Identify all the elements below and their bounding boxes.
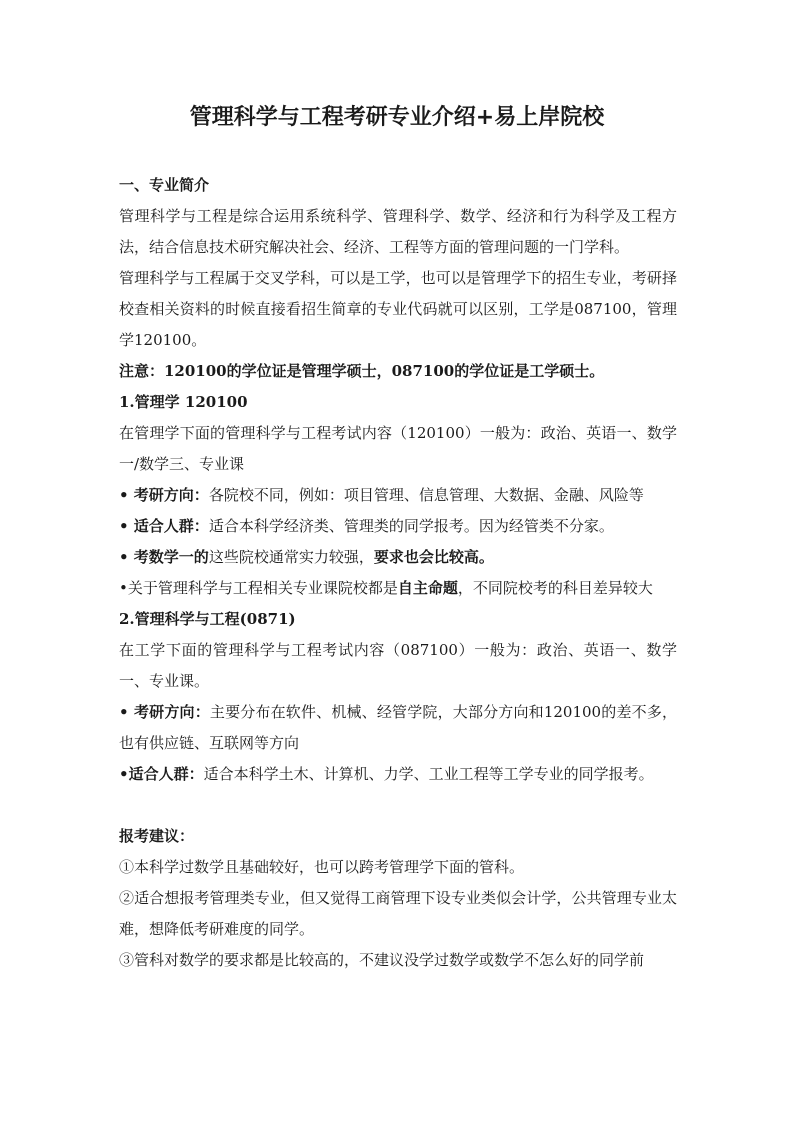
mgmt-audience xyxy=(119,511,677,542)
advice-item-2: ②适合想报考管理类专业，但又觉得工商管理下设专业类似会计学，公共管理专业太难，想降低考研难度的同学。 xyxy=(119,889,677,938)
eng-direction-label: • 考研方向： xyxy=(119,703,210,721)
mgmt-prof xyxy=(119,573,677,604)
mgmt-audience-text: 适合本科学经济类、管理类的同学报考。因为经管类不分家。 xyxy=(208,517,614,535)
mgmt-prof-bold: 自主命题 xyxy=(397,579,458,597)
eng-heading: 2.管理科学与工程(0871) xyxy=(119,610,296,628)
mgmt-direction-text: 各院校不同，例如：项目管理、信息管理、大数据、金融、风险等 xyxy=(208,486,644,504)
eng-direction xyxy=(119,697,677,759)
eng-intro: 在工学下面的管理科学与工程考试内容（087100）一般为：政治、英语一、数学一、专业课。 xyxy=(119,641,677,690)
eng-audience-label: •适合人群： xyxy=(119,765,204,783)
mgmt-direction xyxy=(119,480,677,511)
mgmt-direction-label: • 考研方向： xyxy=(119,486,209,504)
blank-line xyxy=(119,790,677,821)
eng-audience-text: 适合本科学土木、计算机、力学、工业工程等工学专业的同学报考。 xyxy=(203,765,654,783)
eng-audience xyxy=(119,759,677,790)
intro-paragraph-1: 管理科学与工程是综合运用系统科学、管理科学、数学、经济和行为科学及工程方法，结合信息技术研究解决社会、经济、工程等方面的管理问题的一门学科。 xyxy=(119,207,677,256)
mgmt-math-bold: 要求也会比较高。 xyxy=(373,548,494,566)
mgmt-math-label: • 考数学一的 xyxy=(119,548,209,566)
eng-direction-text: 主要分布在软件、机械、经管学院，大部分方向和120100的差不多，也有供应链、互联网等方向 xyxy=(119,703,677,752)
mgmt-intro: 在管理学下面的管理科学与工程考试内容（120100）一般为：政治、英语一、数学一/数学三、专业课 xyxy=(119,424,677,473)
advice-item-3: ③管科对数学的要求都是比较高的，不建议没学过数学或数学不怎么好的同学前 xyxy=(119,951,645,969)
mgmt-prof-post: ，不同院校考的科目差异较大 xyxy=(457,579,653,597)
mgmt-math xyxy=(119,542,677,573)
advice-heading: 报考建议： xyxy=(119,827,195,845)
document-title: 管理科学与工程考研专业介绍+易上岸院校 xyxy=(189,105,605,130)
mgmt-heading: 1.管理学 120100 xyxy=(119,393,248,411)
mgmt-prof-pre: •关于管理科学与工程相关专业课院校都是 xyxy=(119,579,398,597)
mgmt-math-mid: 这些院校通常实力较强， xyxy=(208,548,374,566)
intro-paragraph-2: 管理科学与工程属于交叉学科，可以是工学，也可以是管理学下的招生专业，考研择校查相关资料的时候直接看招生简章的专业代码就可以区别，工学是087100，管理学120100。 xyxy=(119,269,677,349)
advice-item-1: ①本科学过数学且基础较好，也可以跨考管理学下面的管科。 xyxy=(119,858,525,876)
degree-note: 注意：120100的学位证是管理学硕士，087100的学位证是工学硕士。 xyxy=(119,362,605,380)
document-body xyxy=(119,170,677,976)
mgmt-audience-label: • 适合人群： xyxy=(119,517,209,535)
section-heading-intro: 一、专业简介 xyxy=(119,176,210,194)
